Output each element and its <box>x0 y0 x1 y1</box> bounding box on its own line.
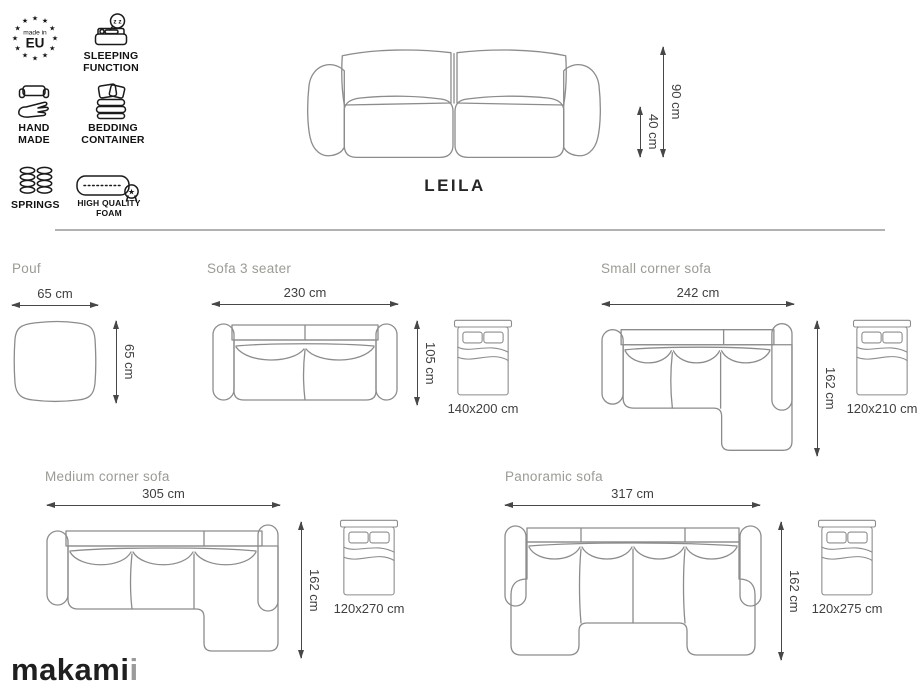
bedding-container-icon <box>92 82 130 122</box>
medium-corner-section-label: Medium corner sofa <box>45 469 170 484</box>
medium-corner-width-value: 305 cm <box>142 486 185 501</box>
sofa3-top-view-drawing <box>210 319 400 405</box>
small-corner-width-arrow <box>602 304 794 305</box>
svg-text:EU: EU <box>25 35 45 51</box>
svg-text:★: ★ <box>49 45 56 53</box>
svg-text:★: ★ <box>127 187 136 197</box>
sofa3-width-value: 230 cm <box>283 285 327 300</box>
sleeping-function-label: SLEEPING FUNCTION <box>83 50 139 74</box>
medium-corner-bed-size: 120x270 cm <box>333 601 405 616</box>
sofa3-bed-icon <box>452 319 514 397</box>
svg-text:★: ★ <box>41 18 49 25</box>
pouf-section-label: Pouf <box>12 261 41 276</box>
seat-height-arrow <box>640 107 641 157</box>
springs-label: SPRINGS <box>11 199 60 211</box>
panoramic-width-arrow <box>505 505 760 506</box>
made-in-eu-icon <box>10 12 60 62</box>
medium-corner-top-view-drawing <box>44 519 284 659</box>
svg-text:★: ★ <box>41 52 49 60</box>
sofa3-bed-size: 140x200 cm <box>447 401 519 416</box>
product-name: LEILA <box>424 176 486 195</box>
svg-text:★: ★ <box>14 45 21 53</box>
total-height-value: 90 cm <box>669 84 684 120</box>
panoramic-width-value: 317 cm <box>611 486 654 501</box>
panoramic-depth-arrow <box>781 522 782 660</box>
sofa-front-illustration <box>298 40 610 160</box>
sleeping-function-icon <box>92 13 130 50</box>
panoramic-bed-icon <box>816 519 878 597</box>
sofa3-depth-arrow <box>417 321 418 405</box>
divider-line <box>55 229 885 231</box>
panoramic-bed-size: 120x275 cm <box>811 601 883 616</box>
small-corner-width-value: 242 cm <box>676 285 720 300</box>
svg-text:★: ★ <box>31 15 39 23</box>
pouf-width-value: 65 cm <box>37 286 73 301</box>
medium-corner-depth-arrow <box>301 522 302 658</box>
medium-corner-width-arrow <box>47 505 280 506</box>
small-corner-section-label: Small corner sofa <box>601 261 712 276</box>
svg-text:★: ★ <box>14 25 21 33</box>
svg-text:★: ★ <box>11 35 19 43</box>
panoramic-section-label: Panoramic sofa <box>505 469 603 484</box>
medium-corner-bed-icon <box>338 519 400 597</box>
small-corner-bed-size: 120x210 cm <box>846 401 918 416</box>
svg-text:★: ★ <box>21 52 29 60</box>
total-height-arrow <box>663 47 664 157</box>
sofa3-width-arrow <box>212 304 398 305</box>
svg-text:★: ★ <box>51 35 59 43</box>
hand-made-icon <box>15 84 53 122</box>
pouf-depth-arrow <box>116 321 117 403</box>
pouf-width-arrow <box>12 305 98 306</box>
brand-logo-main: makami <box>11 652 130 687</box>
hand-made-label: HAND MADE <box>18 122 50 146</box>
sofa3-depth-value: 105 cm <box>423 341 438 385</box>
svg-text:★: ★ <box>49 25 56 33</box>
svg-text:made in: made in <box>23 29 47 37</box>
bedding-container-label: BEDDING CONTAINER <box>81 122 145 146</box>
seat-height-value: 40 cm <box>646 114 661 150</box>
pouf-top-view-drawing <box>12 318 98 404</box>
small-corner-depth-value: 162 cm <box>823 367 838 410</box>
svg-text:z z: z z <box>113 18 122 26</box>
pouf-depth-value: 65 cm <box>122 344 137 380</box>
panoramic-depth-value: 162 cm <box>787 569 802 613</box>
brand-logo <box>11 652 139 688</box>
panoramic-top-view-drawing <box>502 519 764 661</box>
small-corner-bed-icon <box>851 319 913 397</box>
svg-text:★: ★ <box>21 18 29 25</box>
svg-text:★: ★ <box>31 55 39 63</box>
small-corner-top-view-drawing <box>599 318 796 458</box>
medium-corner-depth-value: 162 cm <box>307 568 322 612</box>
springs-icon <box>18 165 54 197</box>
brand-logo-accent: i <box>129 652 139 687</box>
sofa3-section-label: Sofa 3 seater <box>207 261 292 276</box>
small-corner-depth-arrow <box>817 321 818 456</box>
high-quality-foam-label: HIGH QUALITY FOAM <box>77 198 141 218</box>
